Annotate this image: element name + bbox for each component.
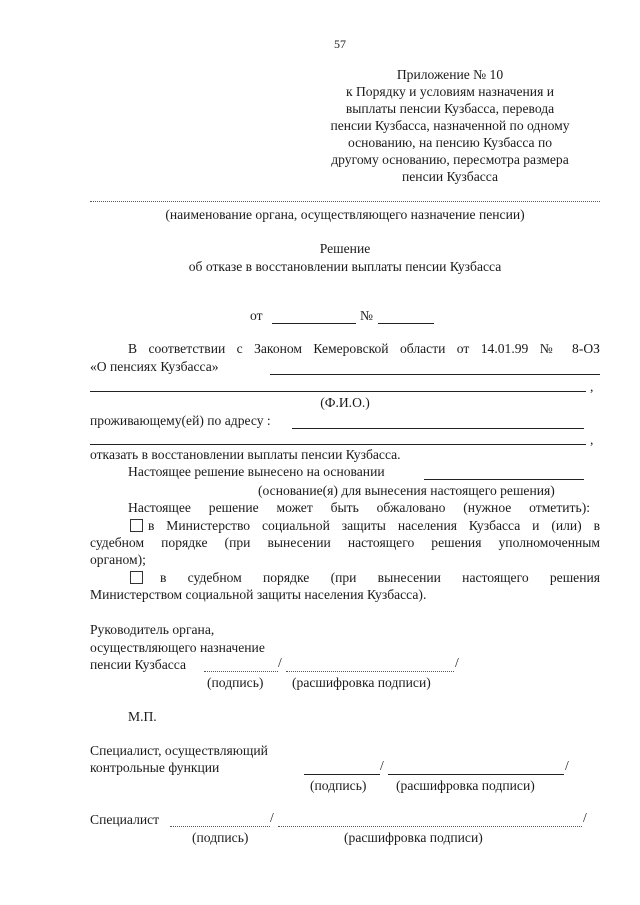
number-label: №: [360, 308, 373, 323]
specialist-signature-field[interactable]: [170, 826, 270, 827]
appendix-line: основанию, на пенсию Кузбасса по: [347, 135, 553, 150]
specialist-decode-field[interactable]: [278, 826, 582, 827]
head-decode-field[interactable]: [286, 671, 454, 672]
slash: /: [455, 655, 459, 670]
control-line-2: контрольные функции: [90, 760, 220, 775]
page-number: 57: [334, 37, 346, 51]
decision-title: Решение: [319, 241, 371, 256]
appendix-line: пенсии Кузбасса: [402, 169, 498, 184]
control-line-1: Специалист, осуществляющий: [90, 743, 268, 758]
body-line-2: «О пенсиях Кузбасса»: [90, 359, 219, 374]
sign-caption: (подпись): [192, 830, 249, 845]
head-line-3: пенсии Кузбасса: [90, 657, 186, 672]
option1-line3: органом);: [90, 552, 146, 567]
fio-field[interactable]: [90, 391, 586, 392]
basis-field[interactable]: [424, 479, 584, 480]
decode-caption: (расшифровка подписи): [292, 675, 431, 690]
date-field[interactable]: [272, 323, 356, 324]
option1-line1: в Министерство социальной защиты населения Кузбасса и (или) в: [148, 518, 600, 533]
appeal-text: Настоящее решение может быть обжаловано (нужное отметить):: [128, 500, 590, 515]
option2-line2: Министерством социальной защиты населения Кузбасса).: [90, 587, 427, 602]
appendix-line: другому основанию, пересмотра размера: [331, 152, 569, 167]
decode-caption: (расшифровка подписи): [396, 778, 535, 793]
address-field-continued[interactable]: [90, 444, 586, 445]
organ-name-line[interactable]: [90, 201, 600, 202]
option-court-checkbox[interactable]: [130, 571, 143, 584]
sign-caption: (подпись): [207, 675, 264, 690]
specialist-label: Специалист: [90, 812, 160, 827]
control-decode-field[interactable]: [388, 774, 564, 775]
refuse-text: отказать в восстановлении выплаты пенсии Кузбасса.: [90, 447, 401, 462]
appendix-line: к Порядку и условиям назначения и: [345, 84, 554, 99]
basis-text: Настоящее решение вынесено на основании: [128, 464, 385, 479]
organ-caption: (наименование органа, осуществляющего назначение пенсии): [165, 207, 525, 222]
appendix-line: Приложение № 10: [396, 67, 504, 82]
stamp-place: М.П.: [128, 709, 157, 724]
basis-caption: (основание(я) для вынесения настоящего решения): [258, 483, 555, 498]
option-ministry-checkbox[interactable]: [130, 519, 143, 532]
slash: /: [565, 758, 569, 773]
number-field[interactable]: [378, 323, 434, 324]
body-line-1: В соответствии с Законом Кемеровской области от 14.01.99 № 8-ОЗ: [128, 341, 600, 356]
appendix-line: выплаты пенсии Кузбасса, перевода: [345, 101, 555, 116]
slash: /: [583, 810, 587, 825]
appendix-header: [300, 66, 600, 185]
control-signature-field[interactable]: [304, 774, 380, 775]
sign-caption: (подпись): [310, 778, 367, 793]
decode-caption: (расшифровка подписи): [344, 830, 483, 845]
appendix-line: пенсии Кузбасса, назначенной по одному: [330, 118, 570, 133]
head-signature-field[interactable]: [204, 671, 278, 672]
slash: /: [278, 655, 282, 670]
fio-caption: (Ф.И.О.): [320, 395, 370, 410]
option2-line1: в судебном порядке (при вынесении настоящего решения: [160, 570, 600, 585]
head-line-2: осуществляющего назначение: [90, 640, 265, 655]
slash: /: [380, 758, 384, 773]
address-label: проживающему(ей) по адресу :: [90, 413, 271, 428]
slash: /: [270, 810, 274, 825]
comma: ,: [590, 432, 594, 447]
decision-subtitle: об отказе в восстановлении выплаты пенсии Кузбасса: [188, 259, 502, 274]
law-subject-field[interactable]: [270, 374, 600, 375]
option1-line2: судебном порядке (при вынесении настоящего решения уполномоченным: [90, 535, 600, 550]
date-label: от: [250, 308, 263, 323]
head-line-1: Руководитель органа,: [90, 622, 215, 637]
comma: ,: [590, 379, 594, 394]
address-field[interactable]: [292, 428, 584, 429]
